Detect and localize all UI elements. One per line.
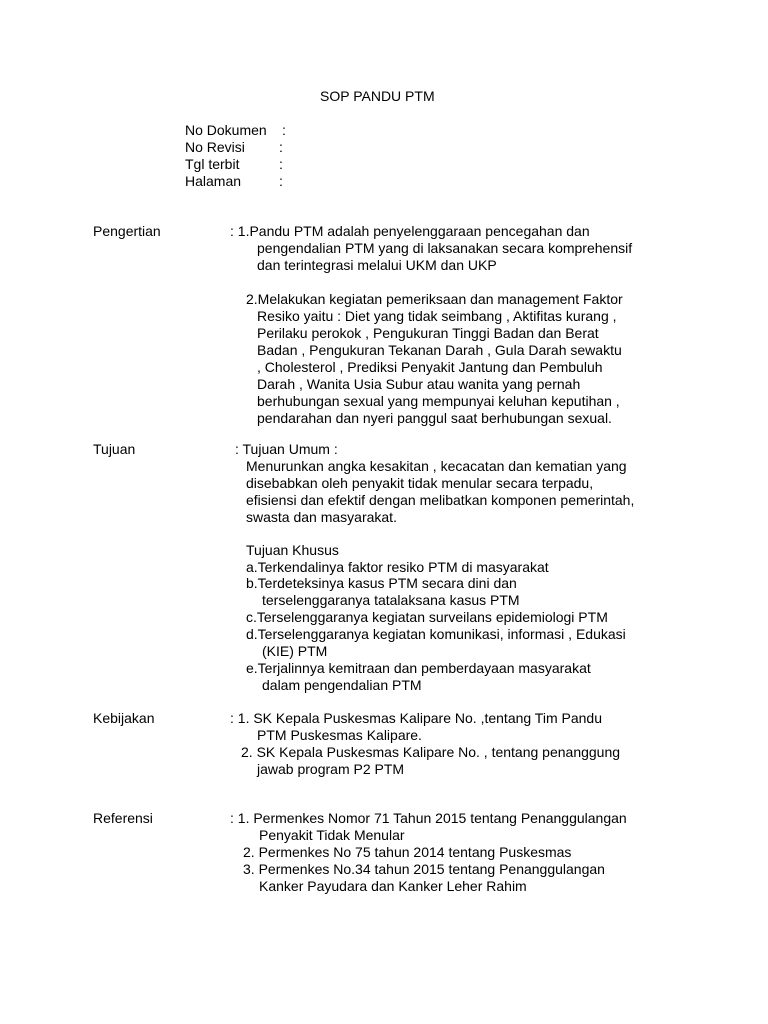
section-label-referensi: Referensi: [93, 810, 153, 826]
kebijakan-line: jawab program P2 PTM: [257, 761, 405, 777]
pengertian-line: pendarahan dan nyeri panggul saat berhubungan sexual.: [257, 410, 612, 426]
kebijakan-line: 2. SK Kepala Puskesmas Kalipare No. , tentang penanggung: [241, 744, 621, 760]
pengertian-line: Badan , Pengukuran Tekanan Darah , Gula Darah sewaktu: [257, 342, 622, 358]
referensi-line: 2. Permenkes No 75 tahun 2014 tentang Puskesmas: [243, 844, 572, 860]
referensi-line: 3. Permenkes No.34 tahun 2015 tentang Penanggulangan: [243, 861, 605, 877]
pengertian-line: dan terintegrasi melalui UKM dan UKP: [257, 257, 497, 273]
tujuan-line: : Tujuan Umum :: [235, 441, 338, 457]
pengertian-line: , Cholesterol , Prediksi Penyakit Jantung dan Pembuluh: [257, 359, 603, 375]
section-label-tujuan: Tujuan: [93, 441, 136, 457]
kebijakan-line: : 1. SK Kepala Puskesmas Kalipare No. ,tentang Tim Pandu: [230, 710, 602, 726]
section-label-pengertian: Pengertian: [93, 223, 161, 239]
tujuan-line: efisiensi dan efektif dengan melibatkan komponen pemerintah,: [246, 492, 635, 508]
tujuan-line: b.Terdeteksinya kasus PTM secara dini dan: [246, 575, 517, 591]
section-label-kebijakan: Kebijakan: [93, 710, 155, 726]
pengertian-line: 2.Melakukan kegiatan pemeriksaan dan management Faktor: [246, 291, 623, 307]
tujuan-line: e.Terjalinnya kemitraan dan pemberdayaan masyarakat: [246, 660, 591, 676]
referensi-line: Penyakit Tidak Menular: [259, 827, 405, 843]
meta-colon-halaman: :: [279, 173, 283, 189]
meta-label-no-revisi: No Revisi: [185, 139, 245, 155]
document-title: SOP PANDU PTM: [320, 88, 435, 104]
pengertian-line: : 1.Pandu PTM adalah penyelenggaraan pencegahan dan: [230, 223, 590, 239]
referensi-line: : 1. Permenkes Nomor 71 Tahun 2015 tentang Penanggulangan: [230, 810, 627, 826]
tujuan-line: (KIE) PTM: [262, 643, 328, 659]
tujuan-line: d.Terselenggaranya kegiatan komunikasi, informasi , Edukasi: [246, 626, 626, 642]
meta-colon-tgl-terbit: :: [279, 156, 283, 172]
tujuan-khusus-heading: Tujuan Khusus: [246, 542, 339, 558]
pengertian-line: berhubungan sexual yang mempunyai keluhan keputihan ,: [257, 393, 620, 409]
tujuan-line: disebabkan oleh penyakit tidak menular secara terpadu,: [246, 475, 594, 491]
meta-label-tgl-terbit: Tgl terbit: [185, 156, 240, 172]
pengertian-line: pengendalian PTM yang di laksanakan secara komprehensif: [257, 240, 633, 256]
meta-colon-no-dokumen: :: [282, 122, 286, 138]
tujuan-line: dalam pengendalian PTM: [262, 677, 422, 693]
pengertian-line: Resiko yaitu : Diet yang tidak seimbang , Aktifitas kurang ,: [257, 308, 617, 324]
tujuan-line: c.Terselenggaranya kegiatan surveilans epidemiologi PTM: [246, 609, 608, 625]
meta-colon-no-revisi: :: [279, 139, 283, 155]
tujuan-line: terselenggaranya tatalaksana kasus PTM: [262, 592, 520, 608]
meta-label-no-dokumen: No Dokumen: [185, 122, 267, 138]
referensi-line: Kanker Payudara dan Kanker Leher Rahim: [259, 878, 527, 894]
tujuan-line: swasta dan masyarakat.: [246, 509, 397, 525]
tujuan-line: a.Terkendalinya faktor resiko PTM di masyarakat: [246, 559, 549, 575]
tujuan-line: Menurunkan angka kesakitan , kecacatan dan kematian yang: [246, 458, 627, 474]
pengertian-line: Darah , Wanita Usia Subur atau wanita yang pernah: [257, 376, 581, 392]
kebijakan-line: PTM Puskesmas Kalipare.: [257, 727, 422, 743]
meta-label-halaman: Halaman: [185, 173, 242, 189]
pengertian-line: Perilaku perokok , Pengukuran Tinggi Badan dan Berat: [257, 325, 599, 341]
